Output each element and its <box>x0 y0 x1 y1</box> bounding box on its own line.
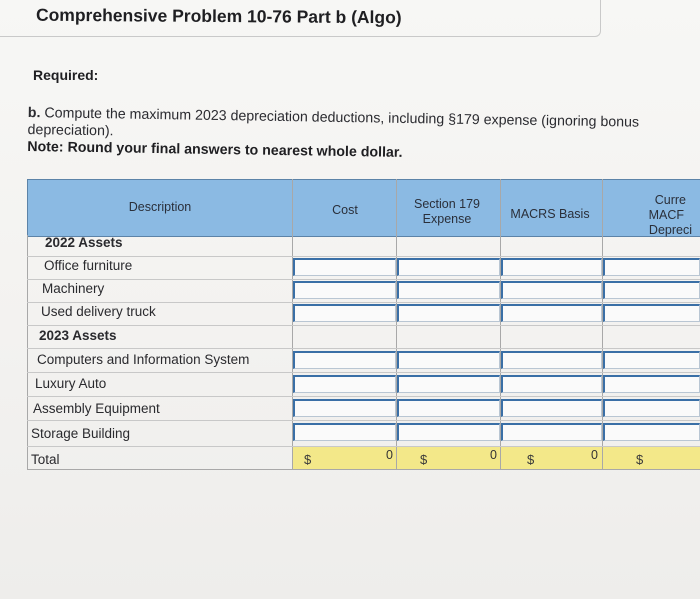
office-furniture-cost-input[interactable] <box>293 258 396 276</box>
computers-depreciation-input[interactable] <box>603 351 700 369</box>
assembly-equipment-macrs-basis-input[interactable] <box>501 399 602 417</box>
header-section179 <box>398 197 496 227</box>
row-divider <box>27 372 700 373</box>
computers-cost-input[interactable] <box>293 351 396 369</box>
row-divider <box>27 279 700 280</box>
header-macrs-basis: MACRS Basis <box>510 207 590 221</box>
instruction-text: Compute the maximum 2023 depreciation deductions, including §179 expense (ignoring bonus depreciation). <box>27 105 640 140</box>
assembly-equipment-cost-input[interactable] <box>293 399 396 417</box>
total-cost-currency: $ <box>304 452 312 467</box>
row-divider <box>27 420 700 421</box>
row-label-2023-assets: 2023 Assets <box>39 328 117 343</box>
office-furniture-section179-input[interactable] <box>397 258 500 276</box>
truck-depreciation-input[interactable] <box>603 304 700 322</box>
row-divider <box>27 396 700 397</box>
total-macrs-basis-value: 0 <box>591 448 598 462</box>
truck-section179-input[interactable] <box>397 304 500 322</box>
required-label: Required: <box>33 67 99 83</box>
header-current-line2: MACF <box>648 208 684 222</box>
row-label-2022-assets: 2022 Assets <box>45 235 123 250</box>
machinery-section179-input[interactable] <box>397 281 500 299</box>
header-section179-line2: Expense <box>422 212 472 226</box>
header-description: Description <box>128 200 192 214</box>
total-section179-value: 0 <box>490 448 497 462</box>
header-current-macrs <box>604 193 700 238</box>
row-label-used-delivery-truck: Used delivery truck <box>41 304 156 319</box>
storage-building-macrs-basis-input[interactable] <box>501 423 602 441</box>
luxury-auto-cost-input[interactable] <box>293 375 396 393</box>
row-label-office-furniture: Office furniture <box>44 258 133 273</box>
computers-macrs-basis-input[interactable] <box>501 351 602 369</box>
row-divider <box>27 325 700 326</box>
row-divider <box>27 348 700 349</box>
row-label-luxury-auto: Luxury Auto <box>35 376 107 391</box>
part-label: b. <box>27 105 41 122</box>
storage-building-section179-input[interactable] <box>397 423 500 441</box>
row-label-machinery: Machinery <box>42 281 105 296</box>
office-furniture-macrs-basis-input[interactable] <box>501 258 602 276</box>
header-cost: Cost <box>332 203 358 217</box>
row-label-computers: Computers and Information System <box>37 352 250 367</box>
total-macrs-basis-currency: $ <box>527 452 535 467</box>
header-current-line1: Curre <box>654 193 686 207</box>
column-divider <box>396 447 397 469</box>
storage-building-cost-input[interactable] <box>293 423 396 441</box>
luxury-auto-depreciation-input[interactable] <box>603 375 700 393</box>
table-left-border <box>27 235 28 469</box>
luxury-auto-macrs-basis-input[interactable] <box>501 375 602 393</box>
total-section179-currency: $ <box>420 452 428 467</box>
problem-title: Comprehensive Problem 10-76 Part b (Algo) <box>35 4 402 28</box>
rounding-note: Note: Round your final answers to nearest whole dollar. <box>27 138 403 161</box>
column-divider <box>500 447 501 469</box>
machinery-cost-input[interactable] <box>293 281 396 299</box>
row-label-storage-building: Storage Building <box>31 426 131 441</box>
machinery-macrs-basis-input[interactable] <box>501 281 602 299</box>
column-divider <box>602 447 603 469</box>
office-furniture-depreciation-input[interactable] <box>603 258 700 276</box>
machinery-depreciation-input[interactable] <box>603 281 700 299</box>
truck-macrs-basis-input[interactable] <box>501 304 602 322</box>
storage-building-depreciation-input[interactable] <box>603 423 700 441</box>
computers-section179-input[interactable] <box>397 351 500 369</box>
assembly-equipment-section179-input[interactable] <box>397 399 500 417</box>
luxury-auto-section179-input[interactable] <box>397 375 500 393</box>
total-depreciation-currency: $ <box>636 452 644 467</box>
total-cost-value: 0 <box>386 448 393 462</box>
row-divider <box>27 256 700 257</box>
row-label-assembly-equipment: Assembly Equipment <box>33 401 160 416</box>
truck-cost-input[interactable] <box>293 304 396 322</box>
assembly-equipment-depreciation-input[interactable] <box>603 399 700 417</box>
row-divider <box>27 302 700 303</box>
header-current-line3: Depreci <box>648 223 692 237</box>
table-bottom-border <box>27 469 700 470</box>
total-label: Total <box>31 452 60 467</box>
header-section179-line1: Section 179 <box>413 197 481 211</box>
